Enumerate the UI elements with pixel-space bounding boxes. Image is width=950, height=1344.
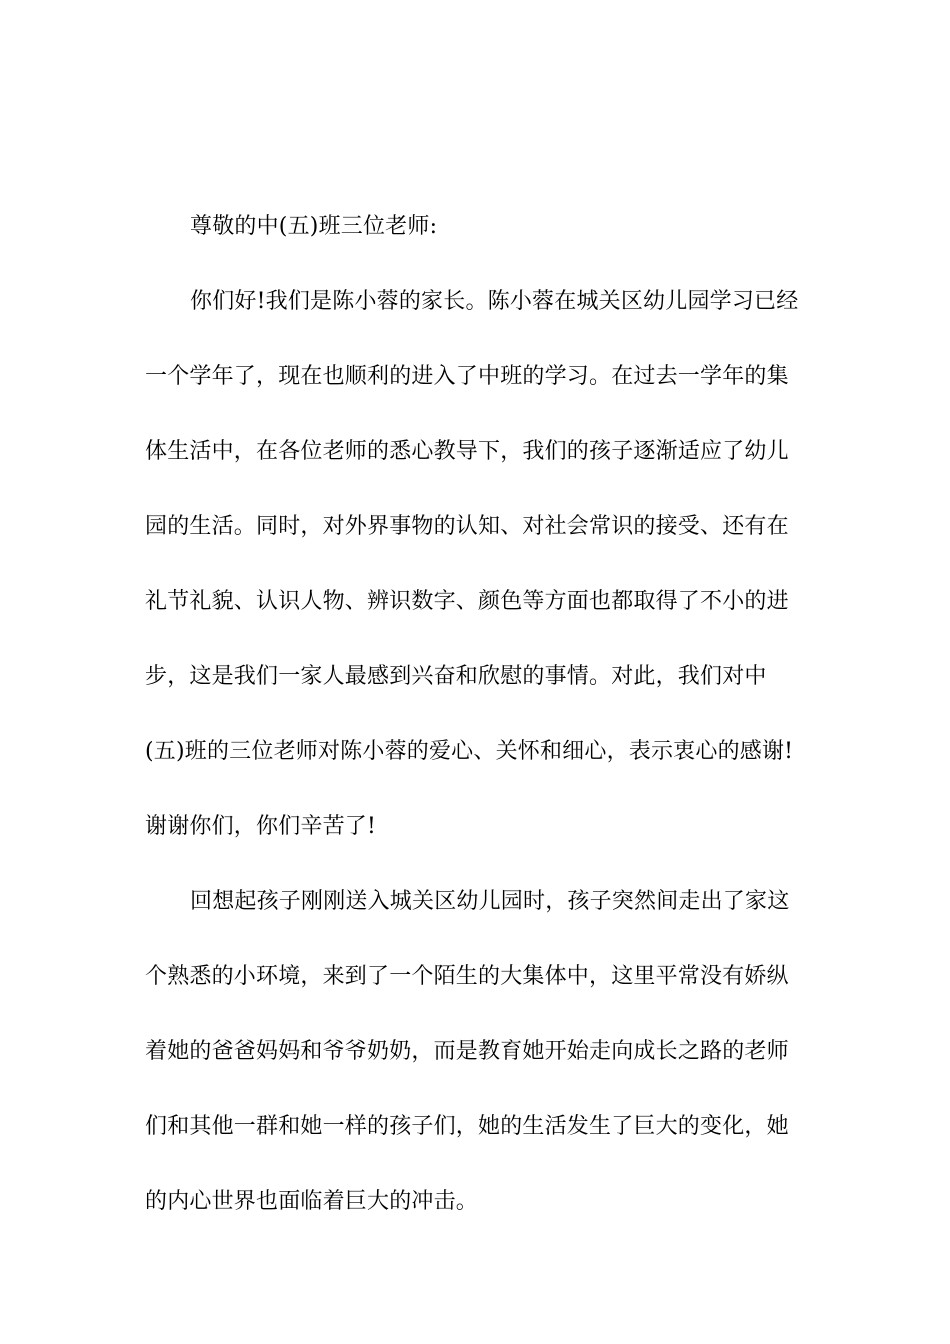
paragraph-1-line-2: 一个学年了，现在也顺利的进入了中班的学习。在过去一学年的集: [145, 364, 789, 389]
paragraph-1-line-5: 礼节礼貌、认识人物、辨识数字、颜色等方面也都取得了不小的进: [145, 589, 789, 614]
salutation: 尊敬的中(五)班三位老师:: [190, 214, 438, 239]
paragraph-2-line-5: 的内心世界也面临着巨大的冲击。: [145, 1189, 479, 1214]
paragraph-2-line-3: 着她的爸爸妈妈和爷爷奶奶，而是教育她开始走向成长之路的老师: [145, 1039, 789, 1064]
paragraph-2-line-1: 回想起孩子刚刚送入城关区幼儿园时，孩子突然间走出了家这: [190, 889, 790, 914]
paragraph-1-line-7: (五)班的三位老师对陈小蓉的爱心、关怀和细心，表示衷心的感谢!: [145, 739, 794, 764]
paragraph-2-line-4: 们和其他一群和她一样的孩子们，她的生活发生了巨大的变化，她: [145, 1114, 789, 1139]
paragraph-2-line-2: 个熟悉的小环境，来到了一个陌生的大集体中，这里平常没有娇纵: [145, 964, 789, 989]
paragraph-1-line-1: 你们好!我们是陈小蓉的家长。陈小蓉在城关区幼儿园学习已经: [190, 289, 799, 314]
paragraph-1-line-4: 园的生活。同时，对外界事物的认知、对社会常识的接受、还有在: [145, 514, 789, 539]
paragraph-1-line-8: 谢谢你们，你们辛苦了!: [145, 814, 377, 839]
paragraph-1-line-3: 体生活中，在各位老师的悉心教导下，我们的孩子逐渐适应了幼儿: [145, 439, 789, 464]
paragraph-1-line-6: 步，这是我们一家人最感到兴奋和欣慰的事情。对此，我们对中: [145, 664, 767, 689]
